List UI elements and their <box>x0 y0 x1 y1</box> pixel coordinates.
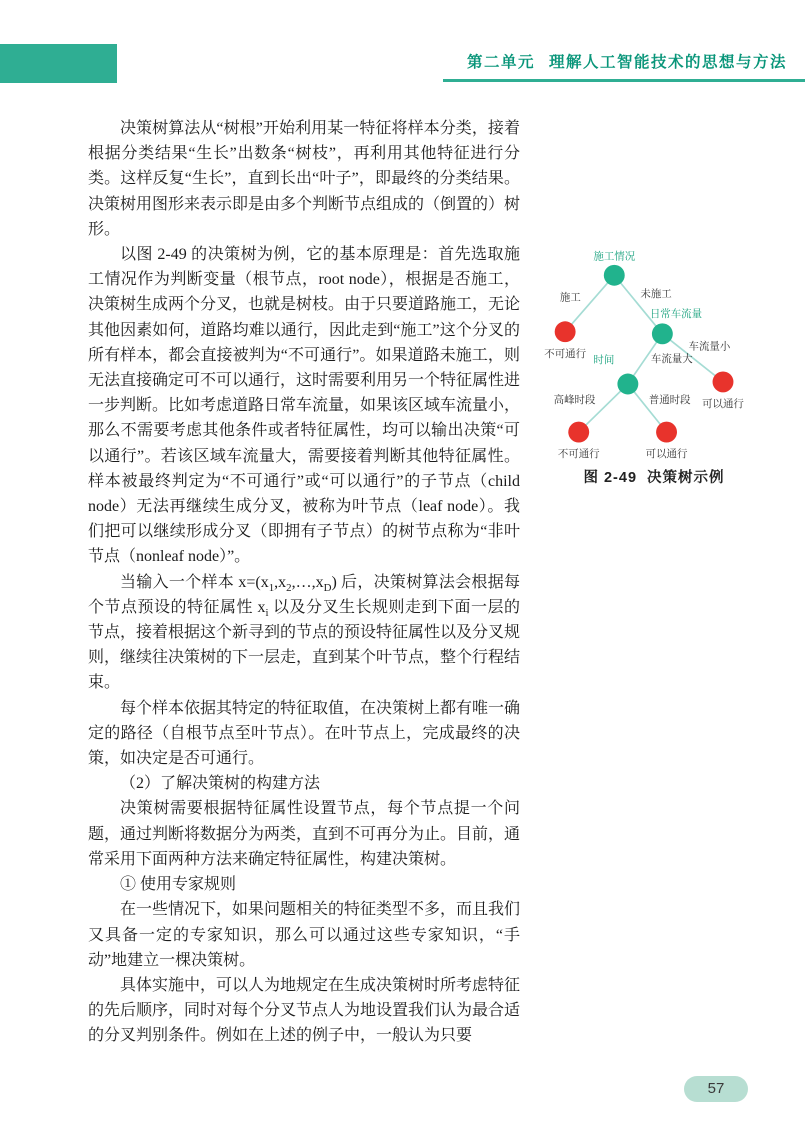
node-daily-traffic <box>652 323 673 344</box>
leaf-pass-small-flow <box>713 371 734 392</box>
body-text-column <box>88 116 520 1049</box>
p3-text: ,x <box>274 573 287 591</box>
figure-caption-number: 图 2-49 <box>583 470 638 487</box>
edge-no-construct <box>614 275 662 334</box>
figure-caption-title: 决策树示例 <box>647 470 725 487</box>
header-chapter-title: 理解人工智能技术的思想与方法 <box>548 54 787 71</box>
figure-caption <box>536 466 772 487</box>
heading-build-method: （2）了解决策树的构建方法 <box>120 775 321 793</box>
header-corner-decoration <box>0 44 117 83</box>
label-edge-construct: 施工 <box>559 292 581 304</box>
leaf-pass-normal <box>656 422 677 443</box>
p3-subscript: i <box>265 607 269 620</box>
label-edge-small-flow: 车流量小 <box>688 341 731 353</box>
label-edge-big-flow: 车流量大 <box>650 354 693 366</box>
header-unit-label: 第二单元 <box>466 54 535 71</box>
label-time: 时间 <box>593 355 615 367</box>
paragraph-manual-setup: 具体实施中，可以人为地规定在生成决策树时所考虑特征的先后顺序，同时对每个分叉节点人为地设置我们认为最合适的分叉判别条件。例如在上述的例子中，一般认为只要 <box>88 976 521 1045</box>
label-leaf-pass-small-flow: 可以通行 <box>702 398 744 410</box>
tree-leaf-nodes <box>555 321 734 442</box>
leaf-no-pass-construct <box>555 321 576 342</box>
label-edge-normal: 普通时段 <box>648 394 691 406</box>
paragraph-sample-traversal <box>88 570 520 696</box>
paragraph-tree-growth: 决策树算法从“树根”开始利用某一特征将样本分类，接着根据分类结果“生长”出数条“树枝”，再利用其他特征进行分类。这样反复“生长”，直到长出“叶子”，即最终的分类结果。决策树用图形来表示即是由多个判断节点组成的（倒置的）树形。 <box>88 120 521 238</box>
p3-subscript: 2 <box>286 581 292 594</box>
leaf-no-pass-peak <box>568 422 589 443</box>
paragraph-node-setup: 决策树需要根据特征属性设置节点，每个节点提一个问题，通过判断将数据分为两类，直到不可再分为止。目前，通常采用下面两种方法来确定特征属性，构建决策树。 <box>88 800 521 868</box>
header-rule <box>443 79 805 82</box>
label-edge-no-construct: 未施工 <box>640 289 672 301</box>
p3-text: ) 后，决策树算法会根据每个节点预设的特征属性 x <box>88 573 520 616</box>
p3-text: ,…,x <box>291 573 324 591</box>
label-leaf-pass-normal: 可以通行 <box>645 449 688 461</box>
paragraph-unique-path: 每个样本依据其特定的特征取值，在决策树上都有唯一确定的路径（自根节点至叶节点）。在叶节点上，完成最终的决策，如决定是否可通行。 <box>88 699 521 768</box>
page-number-badge: 57 <box>684 1076 748 1102</box>
node-root-construction-status <box>604 265 625 286</box>
tree-internal-nodes <box>604 265 673 395</box>
node-time <box>617 374 638 395</box>
p3-text: 当输入一个样本 x=(x <box>120 573 269 591</box>
page-header <box>467 50 787 72</box>
label-root: 施工情况 <box>593 251 636 263</box>
p3-text: 以及分叉生长规则走到下面一层的节点，接着根据这个新寻到的节点的预设特征属性以及分叉规则，继续往决策树的下一层走，直到某个叶节点，整个行程结束。 <box>88 598 521 692</box>
tree-edge-labels <box>554 287 731 406</box>
label-daily-flow: 日常车流量 <box>649 309 703 321</box>
edge-construct <box>565 275 614 331</box>
label-leaf-no-pass-peak: 不可通行 <box>557 449 600 461</box>
label-edge-peak: 高峰时段 <box>553 394 596 406</box>
p3-subscript: 1 <box>268 581 275 594</box>
heading-expert-rules: ① 使用专家规则 <box>120 876 237 894</box>
label-leaf-no-pass-construct: 不可通行 <box>544 348 587 360</box>
paragraph-expert-knowledge: 在一些情况下，如果问题相关的特征类型不多，而且我们又具备一定的专家知识，那么可以通过这些专家知识，“手动”地建立一棵决策树。 <box>88 901 521 969</box>
decision-tree-figure <box>536 246 772 487</box>
decision-tree-diagram <box>539 246 769 461</box>
paragraph-figure-example: 以图 2-49 的决策树为例，它的基本原理是：首先选取施工情况作为判断变量（根节点，root node），根据是否施工，决策树生成两个分叉，也就是树枝。由于只要道路施工，无论其他因素如何，道路均难以通行，因此走到“施工”这个分叉的所有样本，都会直接被判为“不可通行”。如果道路未施工，则无法直接确定可不可以通行，这时需要利用另一个特征属性进一步判断。比如考虑道路日常车流量，如果该区域车流量小，那么不需要考虑其他条件或者特征属性，均可以输出决策“可以通行”。若该区域车流量大，需要接着判断其他特征属性。样本被最终判定为“不可通行”或“可以通行”的子节点（child node）无法再继续生成分叉，被称为叶节点（leaf node）。我们把可以继续形成分叉（即拥有子节点）的树节点称为“非叶节点（nonleaf node）”。 <box>88 246 521 566</box>
p3-subscript: D <box>323 581 332 594</box>
